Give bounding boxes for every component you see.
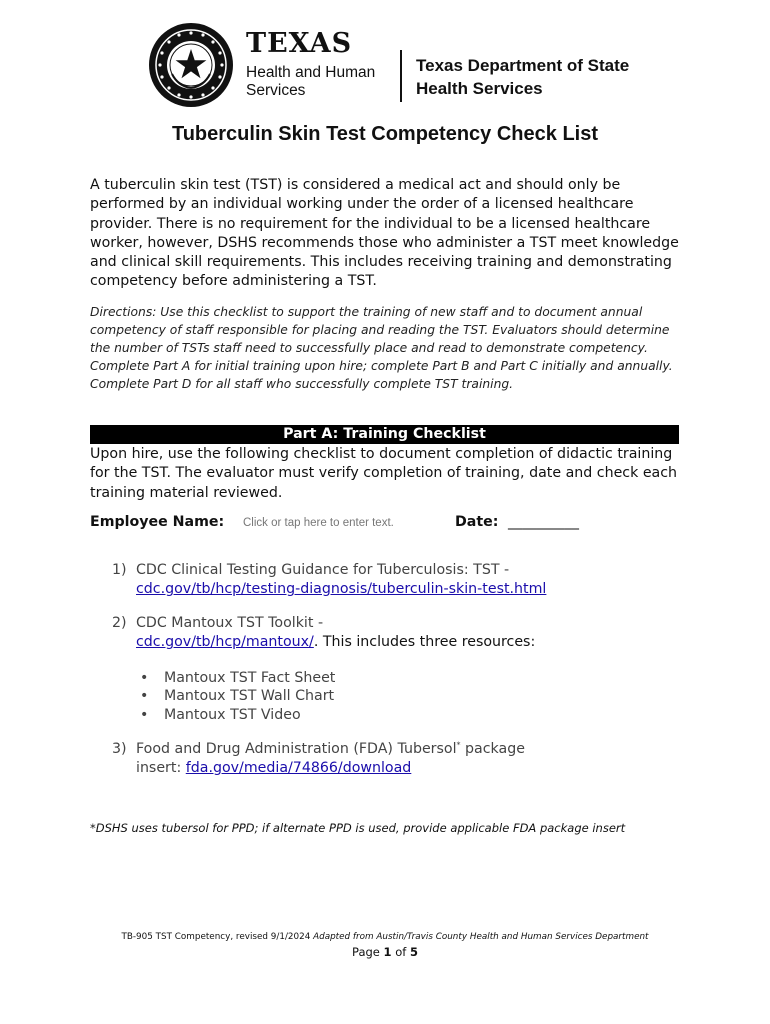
- item-text: [136, 740, 676, 759]
- date-label: Date:: [455, 514, 499, 530]
- adapted-note: Adapted from Austin/Travis County Health and Human Services Department: [313, 932, 649, 942]
- org-subtitle-line2: Services: [246, 82, 306, 99]
- footnote-marker: *: [456, 740, 461, 750]
- list-item: [140, 687, 540, 705]
- form-id: TB-905 TST Competency, revised 9/1/2024: [121, 932, 311, 942]
- directions-paragraph: Directions: Use this checklist to support the training of new staff and to document annual competency of staff responsible for placing and reading the TST. Evaluators should determine the number of TSTs staff need to successfully place and read to demonstrate competency. Complete Part A for initial training upon hire; complete Part B and Part C initially and annually. Complete Part D for all staff who successfully complete TST training.: [90, 305, 673, 391]
- texas-seal-logo: [148, 22, 234, 108]
- page-footer: [0, 932, 770, 942]
- document-title: Tuberculin Skin Test Competency Check List: [171, 123, 598, 145]
- list-item: [112, 740, 672, 780]
- department-line2: Health Services: [416, 79, 543, 98]
- list-item: [112, 561, 672, 601]
- employee-row: [90, 514, 690, 534]
- item-text-before-sup: Food and Drug Administration (FDA) Tubersol: [136, 741, 457, 757]
- bullet-icon: •: [140, 706, 149, 723]
- org-subtitle: [246, 64, 396, 100]
- list-item: [140, 669, 540, 687]
- resource-label: Mantoux TST Fact Sheet: [164, 670, 336, 686]
- part-a-instructions: Upon hire, use the following checklist to document completion of didactic training for the TST. The evaluator must verify completion of training, date and check each training material reviewed.: [90, 446, 678, 501]
- org-name: TEXAS: [246, 28, 353, 59]
- item-line2-prefix: insert:: [136, 760, 186, 776]
- page-current: 1: [383, 945, 392, 959]
- list-item: [140, 706, 540, 724]
- cdc-tst-guidance-link[interactable]: cdc.gov/tb/hcp/testing-diagnosis/tuberculin-skin-test.html: [136, 581, 547, 597]
- resource-label: Mantoux TST Video: [164, 706, 301, 723]
- fda-tubersol-link[interactable]: fda.gov/media/74866/download: [185, 760, 412, 776]
- document-header: [148, 22, 638, 108]
- item-text: CDC Clinical Testing Guidance for Tuberculosis: TST -: [136, 562, 510, 578]
- intro-paragraph: A tuberculin skin test (TST) is considered a medical act and should only be performed by an individual working under the order of a licensed healthcare provider. There is no requirement for the individual to be a licensed healthcare worker, however, DSHS recommends those who administer a TST meet knowledge and clinical skill requirements. This includes receiving training and demonstrating competency before administering a TST.: [90, 177, 679, 290]
- item-number: 1): [112, 562, 127, 578]
- department-line1: Texas Department of State: [416, 56, 630, 75]
- org-subtitle-line1: Health and Human: [246, 64, 376, 81]
- employee-name-label: Employee Name:: [90, 514, 225, 530]
- resource-list: [140, 669, 540, 724]
- item-number: 3): [112, 741, 127, 757]
- item-text-after-link: . This includes three resources:: [313, 634, 536, 650]
- item-text: CDC Mantoux TST Toolkit -: [136, 615, 324, 631]
- page-number: [0, 945, 770, 959]
- page-word: Page: [352, 945, 380, 959]
- date-field[interactable]: __________: [508, 514, 579, 530]
- footnote: *DSHS uses tubersol for PPD; if alternate PPD is used, provide applicable FDA package insert: [90, 821, 626, 835]
- item-number: 2): [112, 615, 127, 631]
- bullet-icon: •: [140, 688, 149, 705]
- part-a-heading: Part A: Training Checklist: [90, 425, 679, 444]
- item-text-after-sup: package: [460, 741, 525, 757]
- page-of: of: [395, 945, 407, 959]
- page-total: 5: [409, 945, 418, 959]
- department-name: [416, 54, 636, 100]
- cdc-mantoux-toolkit-link[interactable]: cdc.gov/tb/hcp/mantoux/: [136, 634, 314, 650]
- header-divider: [400, 50, 402, 102]
- employee-name-field[interactable]: Click or tap here to enter text.: [243, 517, 394, 529]
- resource-label: Mantoux TST Wall Chart: [164, 688, 335, 705]
- list-item: [112, 614, 672, 654]
- bullet-icon: •: [140, 670, 149, 686]
